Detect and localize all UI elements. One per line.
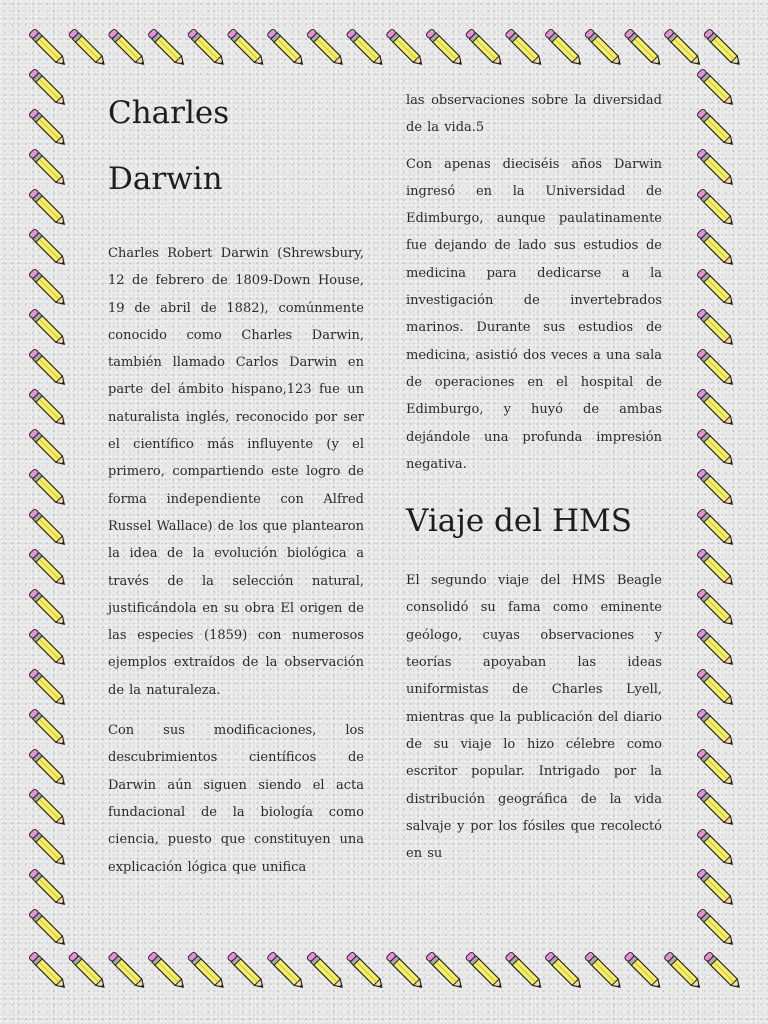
pencil-icon xyxy=(696,388,735,427)
page-title: Charles Darwin xyxy=(108,95,230,197)
pencil-icon xyxy=(28,348,67,387)
pencil-icon xyxy=(267,951,306,990)
pencil-icon xyxy=(696,468,735,507)
pencil-icon xyxy=(28,748,67,787)
pencil-icon xyxy=(696,588,735,627)
pencil-icon xyxy=(696,268,735,307)
education-paragraph: Con apenas dieciséis años Darwin ingresó en la Universidad de Edimburgo, aunque paulatinamente fue dejando de lado sus estudios de medicina para dedicarse a la investigación de invertebrados marinos. Durante sus estudios de medicina, asistió dos veces a una sala de operaciones en el hospital de Edimburgo, y huyó de ambas dejándole una profunda impresión negativa. xyxy=(406,156,662,472)
pencil-icon xyxy=(28,268,67,307)
pencil-icon xyxy=(28,188,67,227)
pencil-icon xyxy=(28,628,67,667)
pencil-icon xyxy=(28,788,67,827)
pencil-icon xyxy=(28,468,67,507)
pencil-icon xyxy=(696,308,735,347)
legacy-paragraph: Con sus modificaciones, los descubrimientos científicos de Darwin aún siguen siendo el acta fundacional de la biología como ciencia, puesto que constituyen una explicación lógica que unifica xyxy=(108,723,364,875)
pencil-icon xyxy=(696,148,735,187)
pencil-icon xyxy=(28,668,67,707)
pencil-icon xyxy=(505,951,544,990)
pencil-icon xyxy=(28,548,67,587)
pencil-icon xyxy=(696,908,735,947)
pencil-icon xyxy=(696,868,735,907)
pencil-icon xyxy=(28,908,67,947)
pencil-icon xyxy=(28,68,67,107)
pencil-icon xyxy=(306,951,345,990)
pencil-icon xyxy=(68,951,107,990)
pencil-icon xyxy=(28,308,67,347)
pencil-icon xyxy=(28,228,67,267)
left-column xyxy=(108,0,364,881)
pencil-icon xyxy=(703,28,742,67)
pencil-icon xyxy=(28,868,67,907)
pencil-icon xyxy=(108,951,147,990)
pencil-icon xyxy=(227,951,266,990)
pencil-icon xyxy=(696,548,735,587)
pencil-icon xyxy=(28,428,67,467)
pencil-icon xyxy=(28,148,67,187)
pencil-icon xyxy=(28,588,67,627)
pencil-icon xyxy=(696,108,735,147)
pencil-icon xyxy=(584,951,623,990)
pencil-icon xyxy=(28,108,67,147)
pencil-icon xyxy=(28,388,67,427)
continued-paragraph: las observaciones sobre la diversidad de la vida.5 xyxy=(406,93,662,136)
right-column xyxy=(406,0,662,867)
pencil-icon xyxy=(28,708,67,747)
pencil-icon xyxy=(28,951,67,990)
pencil-icon xyxy=(28,28,67,67)
pencil-icon xyxy=(545,951,584,990)
pencil-icon xyxy=(696,788,735,827)
pencil-icon xyxy=(696,708,735,747)
pencil-icon xyxy=(28,828,67,867)
pencil-icon xyxy=(696,68,735,107)
pencil-icon xyxy=(425,951,464,990)
pencil-icon xyxy=(703,951,742,990)
pencil-icon xyxy=(696,188,735,227)
voyage-paragraph: El segundo viaje del HMS Beagle consolidó su fama como eminente geólogo, cuyas observaciones y teorías apoyaban las ideas uniformistas de Charles Lyell, mientras que la publicación del diario de su viaje lo hizo célebre como escritor popular. Intrigado por la distribución geográfica de la vida salvaje y por los fósiles que recolectó en su xyxy=(406,573,662,862)
pencil-icon xyxy=(696,628,735,667)
pencil-icon xyxy=(624,951,663,990)
intro-paragraph: Charles Robert Darwin (Shrewsbury, 12 de febrero de 1809-Down House, 19 de abril de 1882), comúnmente conocido como Charles Darwin, también llamado Carlos Darwin en parte del ámbito hispano,123 fue un naturalista inglés, reconocido por ser el científico más influyente (y el primero, compartiendo este logro de forma independiente con Alfred Russel Wallace) de los que plantearon la idea de la evolución biológica a través de la selección natural, justificándola en su obra El origen de las especies (1859) con numerosos ejemplos extraídos de la observación de la naturaleza. xyxy=(108,246,364,698)
pencil-icon xyxy=(28,508,67,547)
pencil-icon xyxy=(187,951,226,990)
pencil-icon xyxy=(148,951,187,990)
pencil-icon xyxy=(664,951,703,990)
pencil-icon xyxy=(696,428,735,467)
pencil-icon xyxy=(465,951,504,990)
pencil-icon xyxy=(696,748,735,787)
pencil-icon xyxy=(386,951,425,990)
pencil-icon xyxy=(696,668,735,707)
pencil-icon xyxy=(696,508,735,547)
pencil-icon xyxy=(346,951,385,990)
pencil-icon xyxy=(696,348,735,387)
pencil-icon xyxy=(664,28,703,67)
section-heading: Viaje del HMS xyxy=(406,503,633,540)
pencil-icon xyxy=(68,28,107,67)
pencil-icon xyxy=(696,228,735,267)
pencil-icon xyxy=(696,828,735,867)
